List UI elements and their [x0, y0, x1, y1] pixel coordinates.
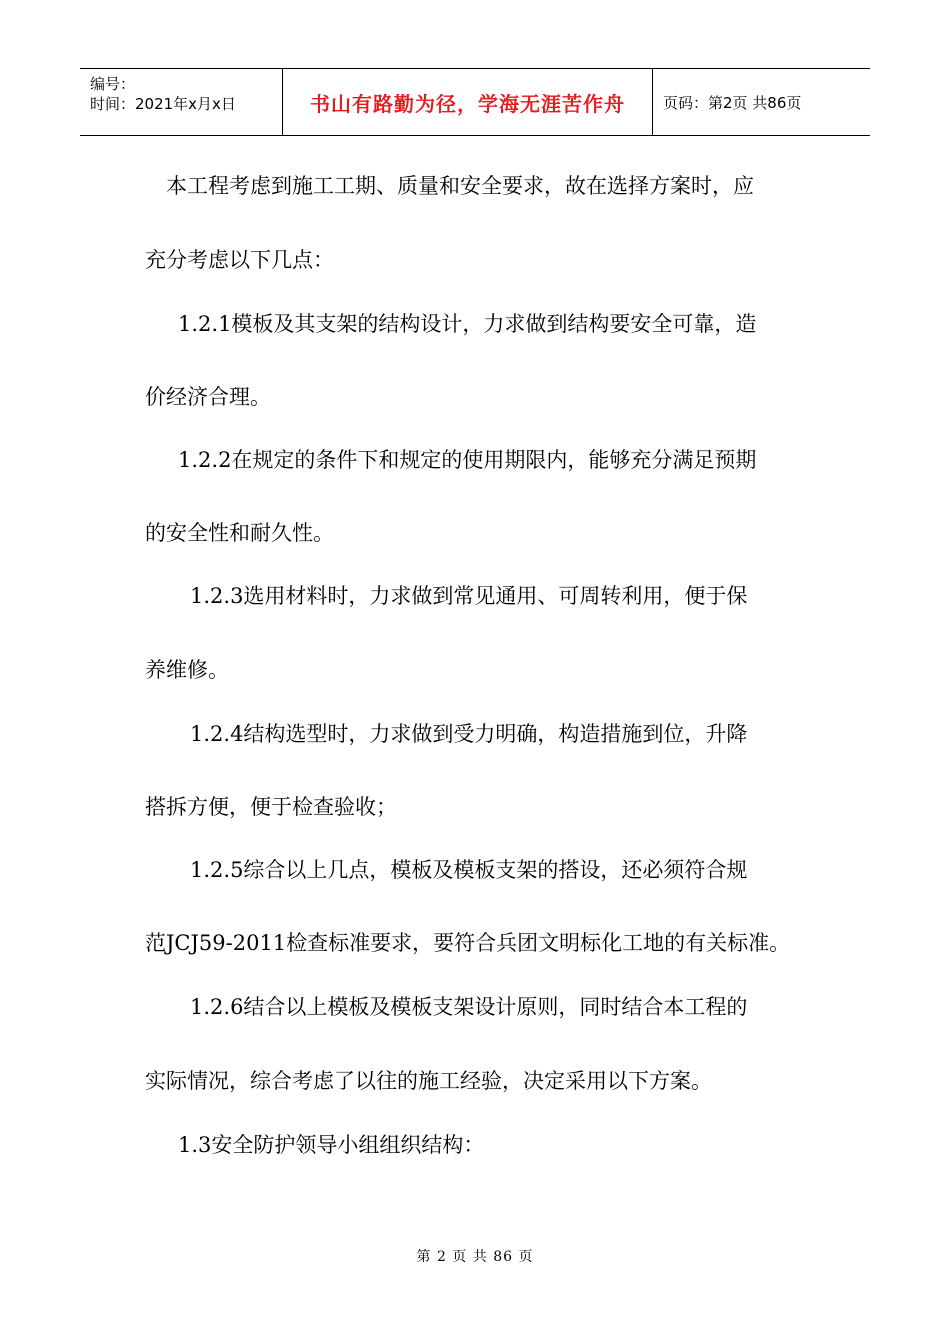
paragraph-line: 1.2.1模板及其支架的结构设计，力求做到结构要安全可靠，造 [178, 312, 757, 336]
header-meta [80, 69, 282, 135]
paragraph-line: 1.2.2在规定的条件下和规定的使用期限内，能够充分满足预期 [178, 448, 757, 472]
paragraph-line: 1.3安全防护领导小组组织结构： [178, 1133, 485, 1157]
paragraph-line: 养维修。 [145, 658, 229, 682]
header-motto: 书山有路勤为径，学海无涯苦作舟 [310, 91, 625, 116]
paragraph-line: 1.2.3选用材料时，力求做到常见通用、可周转利用，便于保 [190, 584, 748, 608]
header-page-info: 页码：第2页 共86页 [663, 93, 802, 112]
paragraph-line: 充分考虑以下几点： [145, 248, 334, 272]
paragraph-line: 范JCJ59-2011检查标准要求，要符合兵团文明标化工地的有关标准。 [145, 931, 791, 955]
paragraph-line: 实际情况，综合考虑了以往的施工经验，决定采用以下方案。 [145, 1069, 712, 1093]
paragraph-line: 1.2.5综合以上几点，模板及模板支架的搭设，还必须符合规 [190, 858, 748, 882]
document-date: 时间：2021年x月x日 [90, 95, 236, 113]
header-motto-cell [282, 69, 653, 135]
paragraph-line: 的安全性和耐久性。 [145, 521, 334, 545]
document-number-label: 编号： [90, 75, 136, 93]
page-footer [0, 1246, 950, 1266]
paragraph-line: 价经济合理。 [145, 385, 271, 409]
footer-page-number: 第 2 页 共 86 页 [416, 1249, 534, 1265]
paragraph-line: 本工程考虑到施工工期、质量和安全要求，故在选择方案时，应 [166, 174, 754, 198]
paragraph-line: 搭拆方便，便于检查验收； [145, 795, 397, 819]
header-page-cell [653, 69, 870, 135]
paragraph-line: 1.2.4结构选型时，力求做到受力明确，构造措施到位，升降 [190, 722, 748, 746]
page-header [80, 68, 870, 136]
paragraph-line: 1.2.6结合以上模板及模板支架设计原则，同时结合本工程的 [190, 995, 748, 1019]
